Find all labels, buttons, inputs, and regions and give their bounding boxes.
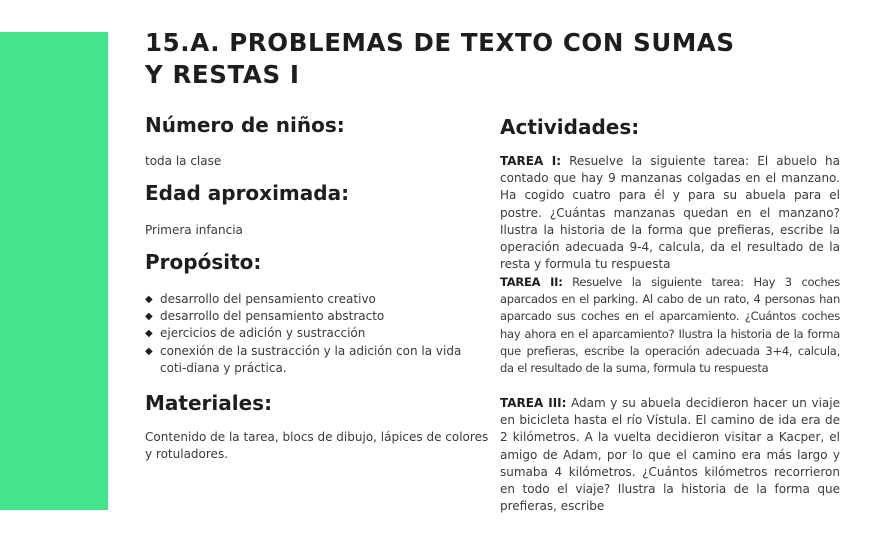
edad-heading: Edad aproximada: (145, 181, 350, 205)
title-line-1: 15.A. PROBLEMAS DE TEXTO CON SUMAS (145, 28, 735, 57)
list-item: ◆ desarrollo del pensamiento abstracto (145, 308, 490, 325)
numero-ninos-heading: Número de niños: (145, 113, 345, 137)
title-line-2: Y RESTAS I (145, 60, 300, 89)
task-3 (500, 395, 840, 514)
diamond-bullet-icon: ◆ (145, 328, 153, 340)
task-2-label: TAREA II: (500, 275, 563, 289)
task-3-label: TAREA III: (500, 396, 567, 410)
actividades-heading: Actividades: (500, 115, 640, 139)
page-title (145, 27, 805, 91)
list-item: ◆ conexión de la sustracción y la adición con la vida coti-diana y práctica. (145, 343, 462, 375)
edad-value: Primera infancia (145, 223, 243, 237)
diamond-bullet-icon: ◆ (145, 345, 153, 357)
proposito-list (145, 291, 490, 377)
green-accent-bar (0, 32, 108, 510)
task-1-text: Resuelve la siguiente tarea: El abuelo ha contado que hay 9 manzanas colgadas en el manzano. Ha cogido cuatro para él y para su abuela para el postre. ¿Cuántas manzanas quedan en el manzano? Ilustra la historia de la forma que prefieras, escribe la operación adecuada 9-4, calcula, da el resultado de la resta y formula tu respuesta (500, 154, 840, 272)
list-item: ◆ ejercicios de adición y sustracción (145, 325, 490, 342)
task-1-label: TAREA I: (500, 154, 562, 168)
numero-ninos-value: toda la clase (145, 154, 222, 168)
task-2-text: Resuelve la siguiente tarea: Hay 3 coches aparcados en el parking. Al cabo de un rato, 4 personas han aparcado sus coches en el aparcamiento. ¿Cuántos coches hay ahora en el aparcamiento? Ilustra la historia de la forma que prefieras, escribe la operación adecuada 3+4, calcula, da el resultado de la suma, formula tu respuesta (500, 275, 840, 376)
list-item: ◆ desarrollo del pensamiento creativo (145, 291, 490, 308)
task-2 (500, 274, 840, 377)
materiales-heading: Materiales: (145, 391, 273, 415)
task-3-text: Adam y su abuela decidieron hacer un viaje en bicicleta hasta el río Vístula. El camino de ida era de 2 kilómetros. A la vuelta decidieron visitar a Kacper, el amigo de Adam, por lo que el camino era más largo y sumaba 4 kilómetros. ¿Cuántos kilómetros recorrieron en todo el viaje? Ilustra la historia de la forma que prefieras, escribe (500, 396, 840, 514)
proposito-heading: Propósito: (145, 250, 262, 274)
diamond-bullet-icon: ◆ (145, 311, 153, 323)
materiales-value: Contenido de la tarea, blocs de dibujo, lápices de colores y rotuladores. (145, 430, 489, 462)
task-1 (500, 153, 840, 273)
diamond-bullet-icon: ◆ (145, 294, 153, 305)
